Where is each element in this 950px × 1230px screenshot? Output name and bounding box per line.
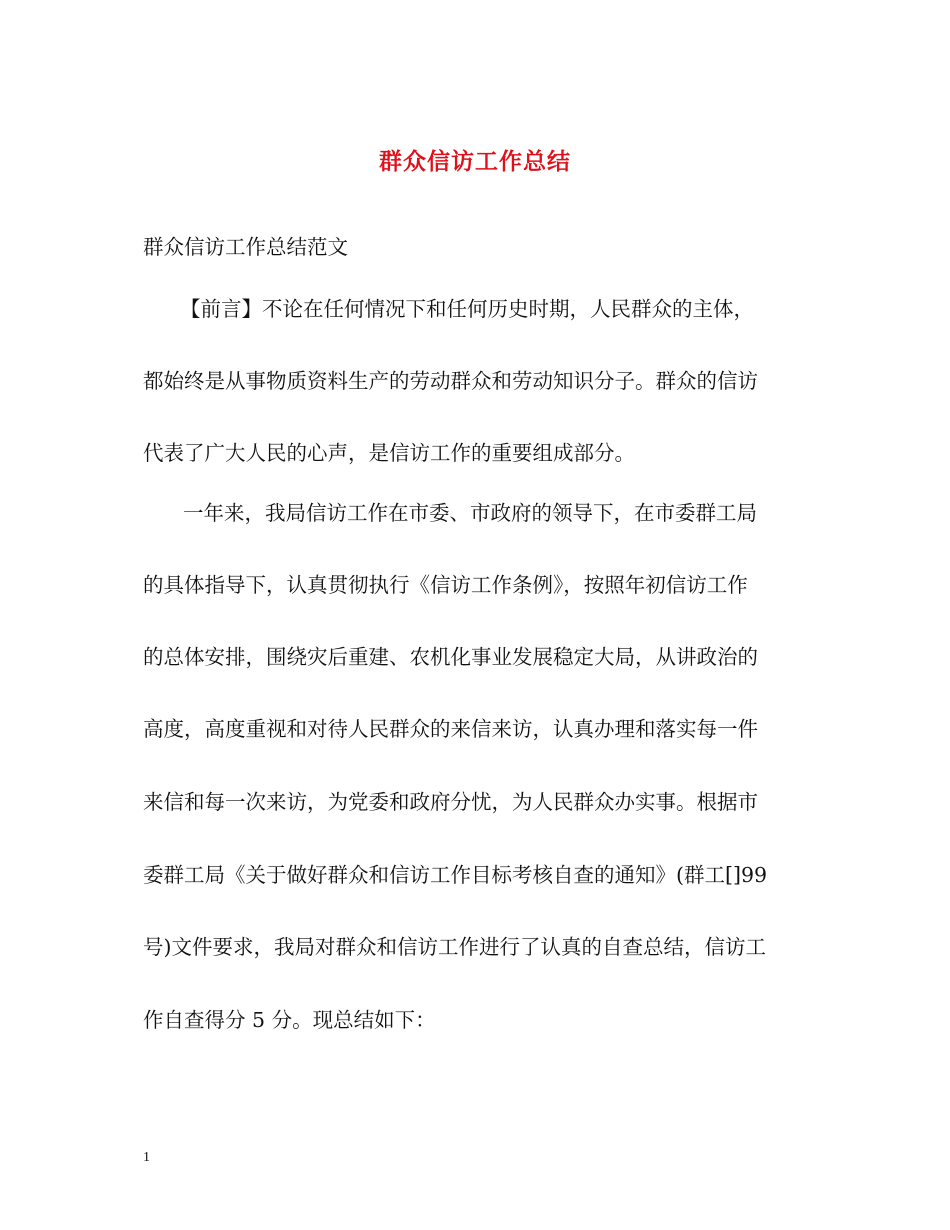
- paragraph-line: 都始终是从事物质资料生产的劳动群众和劳动知识分子。群众的信访: [143, 369, 758, 393]
- page-number: 1: [143, 1150, 150, 1165]
- paragraph-line: 高度，高度重视和对待人民群众的来信来访，认真办理和落实每一件: [143, 717, 758, 741]
- document-title: 群众信访工作总结: [379, 149, 571, 175]
- paragraph-line: 【前言】不论在任何情况下和任何历史时期，人民群众的主体，: [180, 297, 754, 321]
- paragraph-line: 代表了广大人民的心声，是信访工作的重要组成部分。: [143, 441, 635, 465]
- paragraph-line: 号)文件要求，我局对群众和信访工作进行了认真的自查总结，信访工: [143, 935, 766, 959]
- paragraph-line: 作自查得分 5 分。现总结如下：: [143, 1008, 436, 1032]
- paragraph-line: 一年来，我局信访工作在市委、市政府的领导下，在市委群工局: [183, 501, 757, 525]
- paragraph-line: 的具体指导下，认真贯彻执行《信访工作条例》，按照年初信访工作: [143, 573, 748, 597]
- paragraph-line: 委群工局《关于做好群众和信访工作目标考核自查的通知》(群工[]99: [143, 863, 768, 887]
- document-subtitle: 群众信访工作总结范文: [143, 235, 348, 259]
- paragraph-line: 来信和每一次来访，为党委和政府分忧，为人民群众办实事。根据市: [143, 790, 758, 814]
- paragraph-line: 的总体安排，围绕灾后重建、农机化事业发展稳定大局，从讲政治的: [143, 645, 758, 669]
